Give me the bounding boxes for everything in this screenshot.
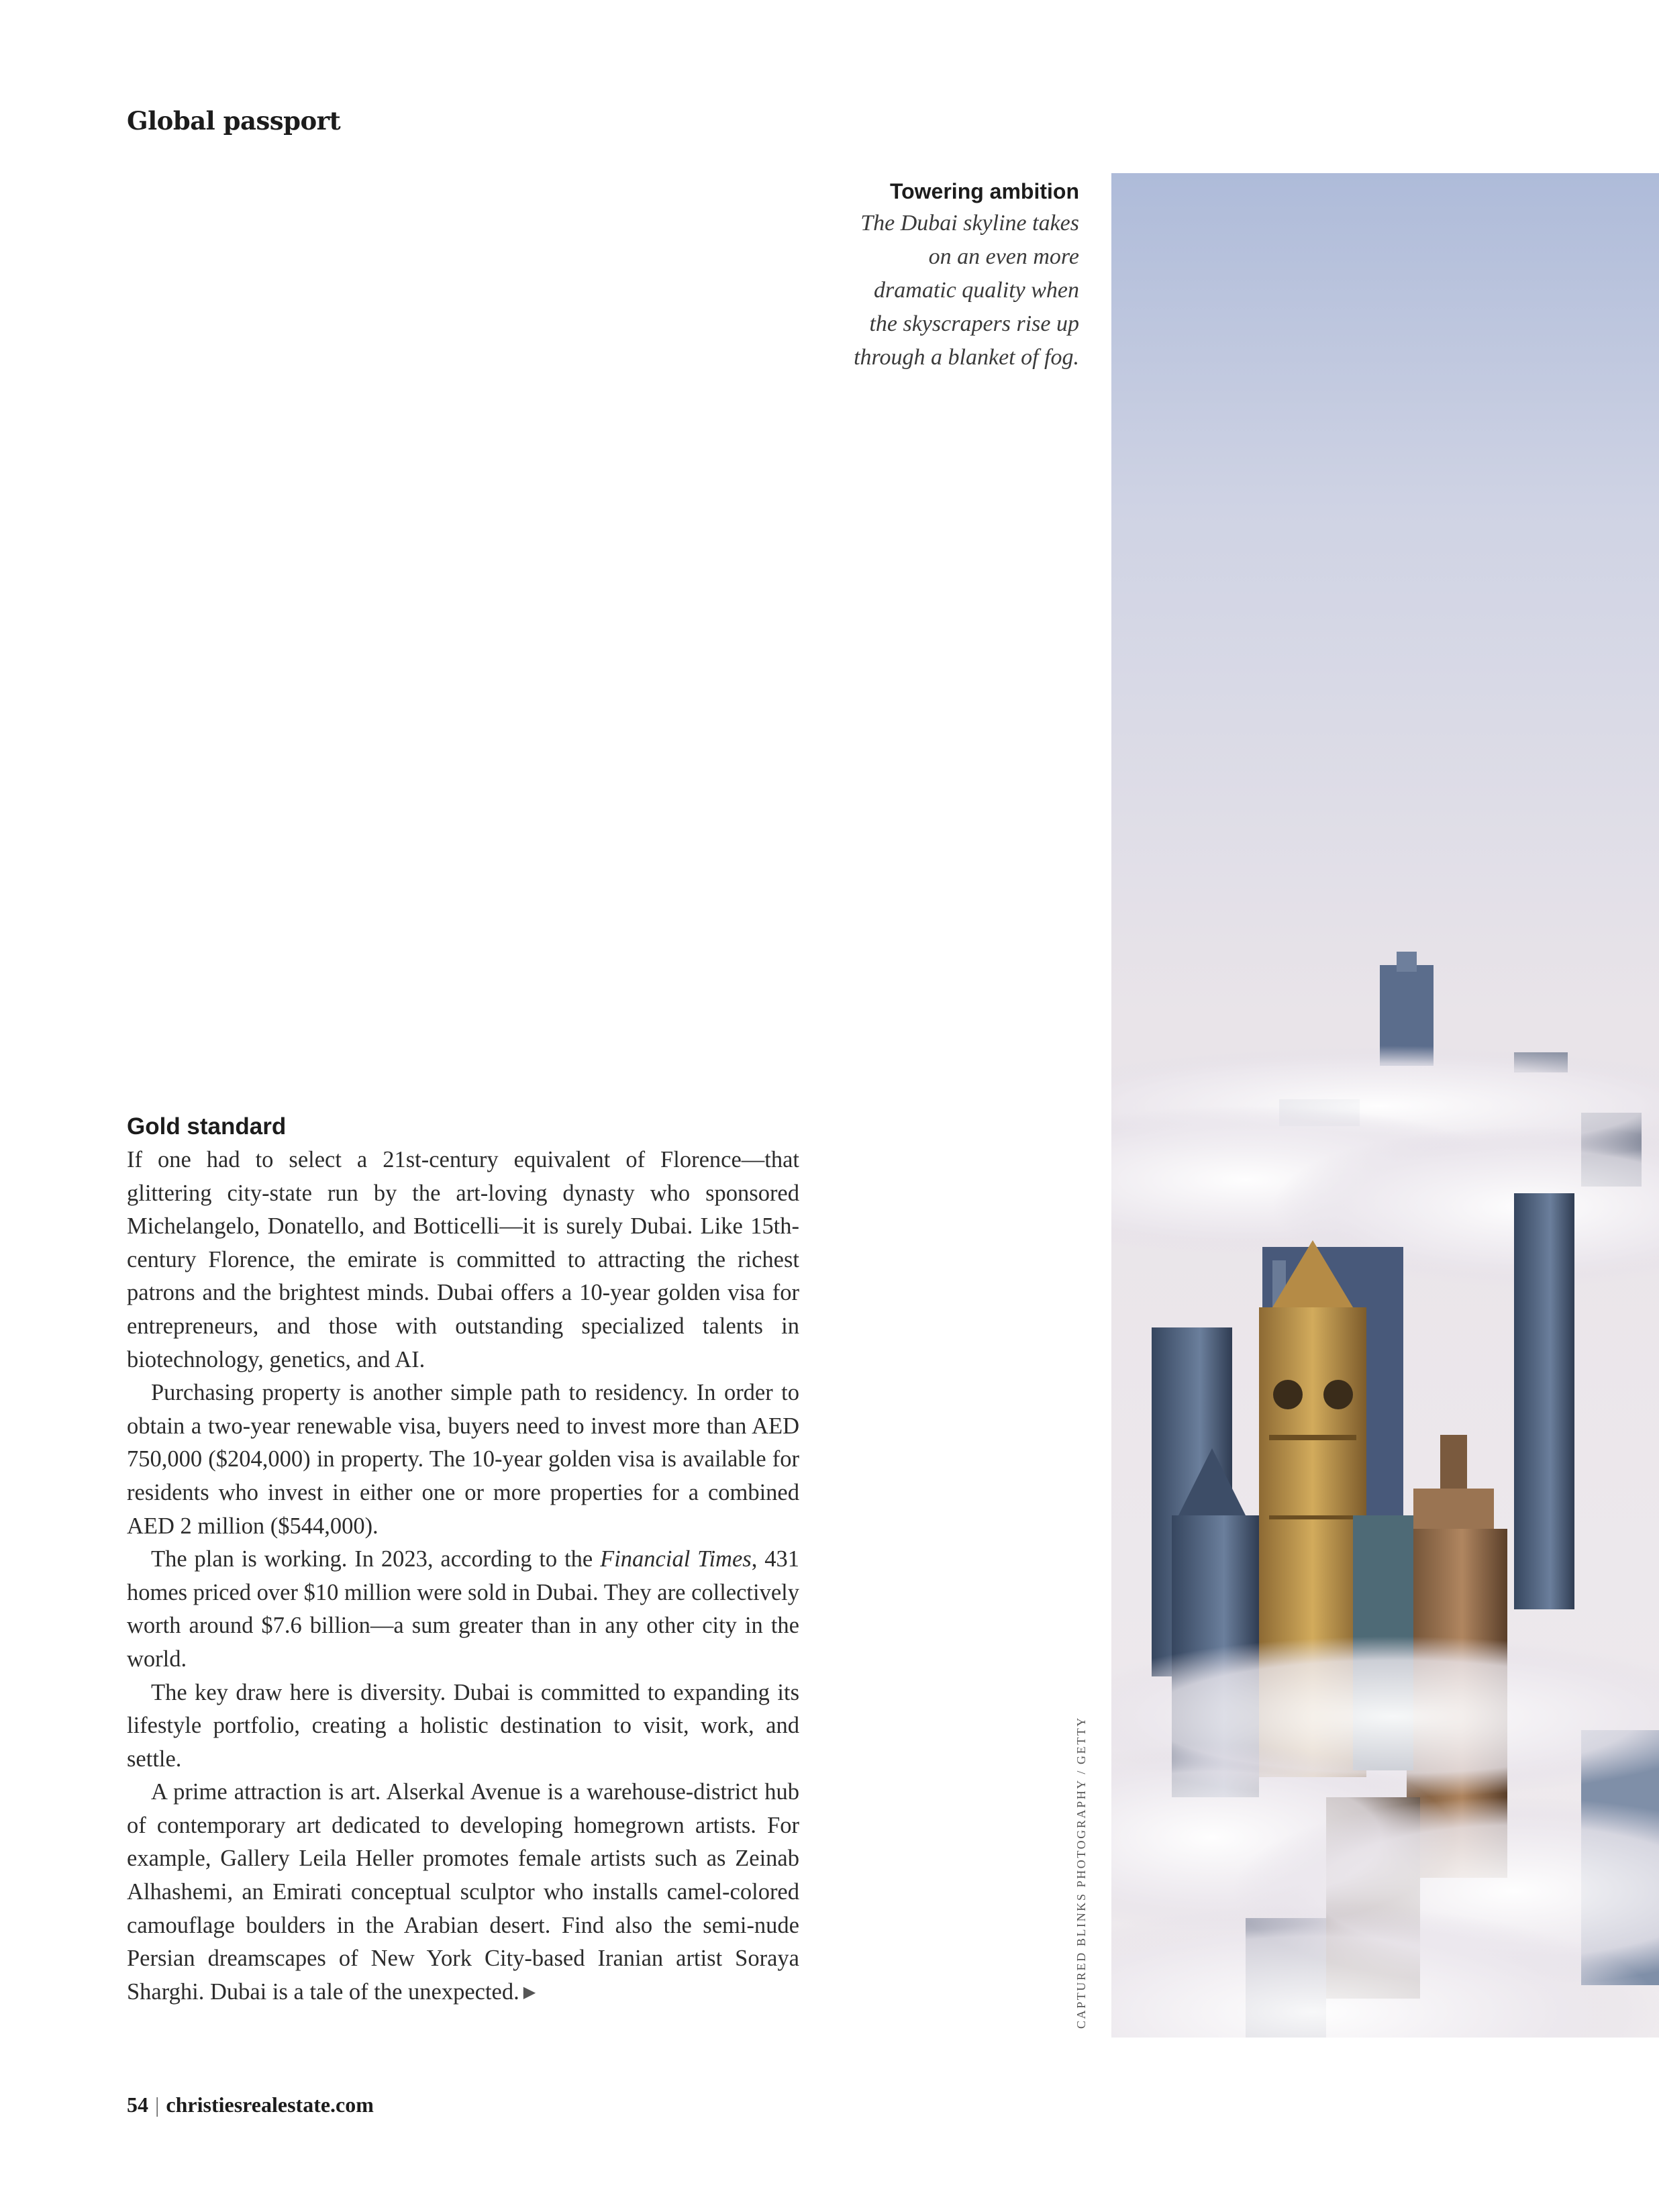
article-heading: Gold standard [127,1113,287,1140]
caption-line: The Dubai skyline takes [860,211,1079,236]
article-body [127,1110,799,2011]
paragraph: If one had to select a 21st-century equivalent of Florence—that glittering city-state run by the art-loving dynasty who sponsored Michelangelo, Donatello, and Botticelli—it is surely Dubai. Like 15th-century Florence, the emirate is committed to attracting the richest patrons and the brightest minds. Dubai offers a 10-year golden visa for entrepreneurs, and those with outstanding specialized talents in biotechnology, genetics, and AI. [127,1147,799,1372]
photo-caption [792,176,1079,374]
caption-line: dramatic quality when [874,278,1079,303]
page-number: 54 [127,2093,148,2117]
photo-credit: CAPTURED BLINKS PHOTOGRAPHY / GETTY [1074,1715,1088,2029]
caption-line: the skyscrapers rise up [869,311,1079,336]
footer-separator: | [155,2093,160,2117]
paragraph-text: , 431 homes priced over $10 million were sold in Dubai. They are collectively worth around $7.6 billion—a sum greater than in any other city in the world. [127,1546,799,1672]
caption-text [792,207,1079,374]
section-title: Global passport [127,106,341,136]
paragraph-text: A prime attraction is art. Alserkal Avenue is a warehouse-district hub of contemporary art dedicated to developing homegrown artists. For example, Gallery Leila Heller promotes female artists such as Zeinab Alhashemi, an Emirati conceptual sculptor who installs camel-colored camouflage boulders in the Arabian desert. Find also the semi-nude Persian dreamscapes of New York City-based Iranian artist Soraya Sharghi. Dubai is a tale of the unexpected. [127,1779,799,2005]
paragraph [127,1776,799,2011]
paragraph-text: The plan is working. In 2023, according to the [151,1546,601,1572]
page-footer [127,2093,374,2117]
paragraph: The key draw here is diversity. Dubai is committed to expanding its lifestyle portfolio, creating a holistic destination to visit, work, and settle. [127,1679,799,1772]
caption-line: through a blanket of fog. [854,345,1079,370]
dubai-skyline-photo [1111,173,1659,2038]
source-name: Financial Times [600,1546,752,1572]
paragraph: Purchasing property is another simple path to residency. In order to obtain a two-year renewable visa, buyers need to invest more than AED 750,000 ($204,000) in property. The 10-year golden visa is available for residents who invest in either one or more properties for a combined AED 2 million ($544,000). [127,1380,799,1539]
caption-line: on an even more [928,244,1079,269]
paragraph [127,1543,799,1676]
end-mark-icon: ▶ [523,1983,536,2001]
website-link[interactable]: christiesrealestate.com [166,2093,374,2117]
caption-title: Towering ambition [889,179,1079,203]
